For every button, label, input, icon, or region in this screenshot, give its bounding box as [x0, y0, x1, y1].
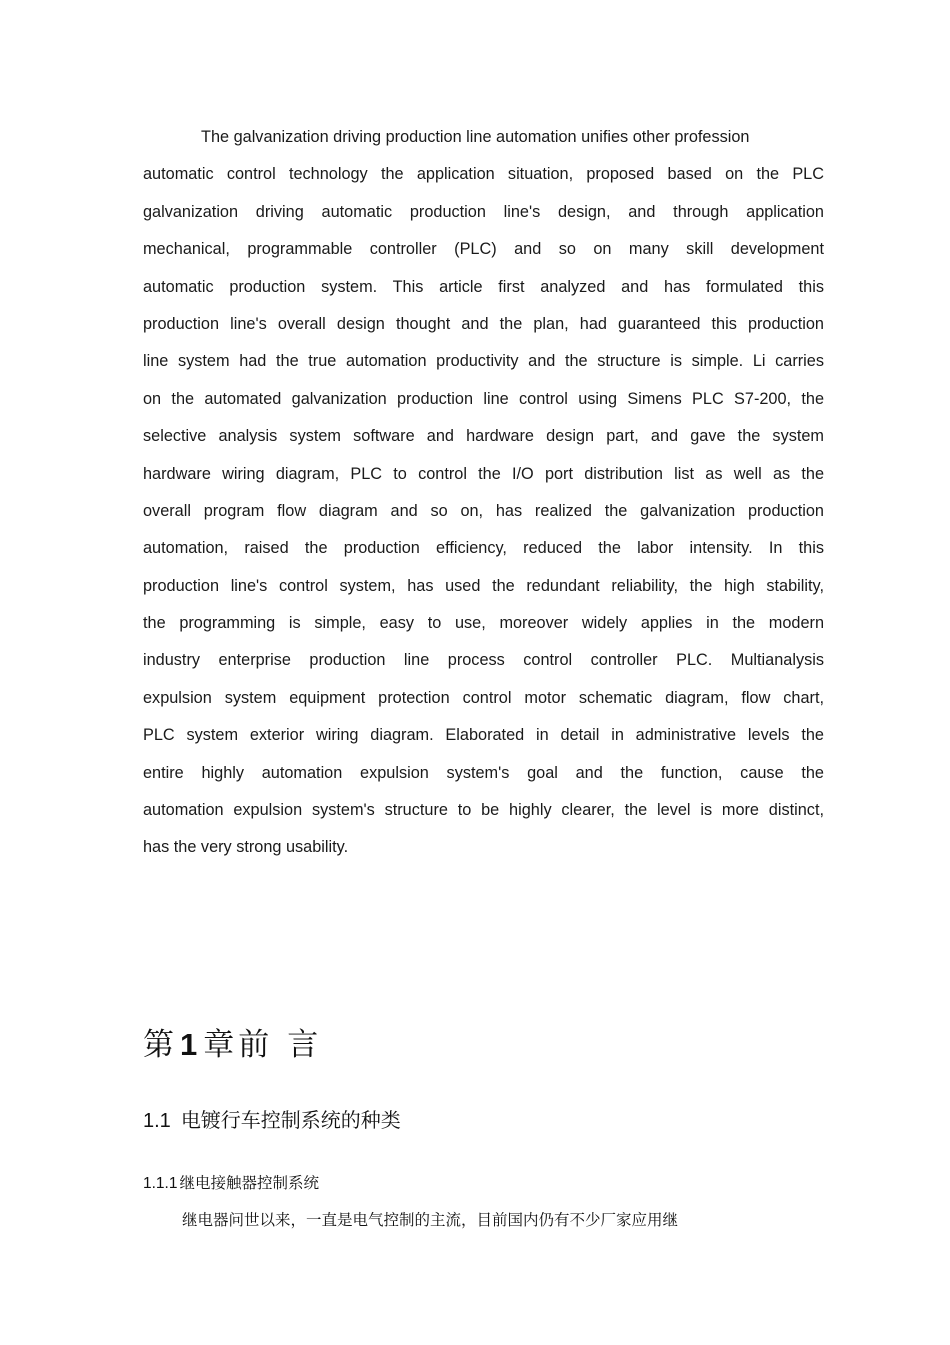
- abstract-line: automation expulsion system's structure to be highly clearer, the level is more distinct,: [143, 801, 824, 820]
- abstract-line: galvanization driving automatic production line's design, and through application: [143, 202, 824, 221]
- abstract-line: automatic production system. This article first analyzed and has formulated this: [143, 277, 824, 296]
- chapter-suffix: 章: [203, 1027, 235, 1063]
- abstract-line: automation, raised the production efficiency, reduced the labor intensity. In this: [143, 539, 824, 558]
- abstract-line: selective analysis system software and hardware design part, and gave the system: [143, 427, 824, 446]
- chapter-number: 1: [180, 1027, 198, 1062]
- body-paragraph: 继电器问世以来，一直是电气控制的主流，目前国内仍有不少厂家应用继: [182, 1211, 679, 1229]
- abstract-line: The galvanization driving production line automation unifies other profession: [201, 128, 750, 146]
- abstract-line: automatic control technology the application situation, proposed based on the PLC: [143, 165, 824, 184]
- chapter-title: 前言: [238, 1027, 337, 1063]
- abstract-line: entire highly automation expulsion system's goal and the function, cause the: [143, 763, 824, 782]
- abstract-line: hardware wiring diagram, PLC to control the I/O port distribution list as well as the: [143, 464, 824, 483]
- abstract-line: has the very strong usability.: [143, 838, 349, 857]
- abstract-line: mechanical, programmable controller (PLC) and so on many skill development: [143, 240, 824, 259]
- abstract-line: production line's control system, has used the redundant reliability, the high stability,: [143, 576, 824, 595]
- subsection-title: 继电接触器控制系统: [179, 1174, 319, 1192]
- section-heading: [143, 1105, 401, 1136]
- subsection-heading: [143, 1171, 319, 1196]
- section-title: 电镀行车控制系统的种类: [180, 1108, 401, 1132]
- abstract-paragraph: [143, 124, 824, 872]
- abstract-line: expulsion system equipment protection control motor schematic diagram, flow chart,: [143, 688, 824, 707]
- abstract-line: on the automated galvanization production line control using Simens PLC S7-200, the: [143, 389, 824, 408]
- abstract-line: industry enterprise production line process control controller PLC. Multianalysis: [143, 651, 824, 670]
- subsection-number: 1.1.1: [143, 1175, 178, 1192]
- chapter-prefix: 第: [143, 1027, 174, 1063]
- abstract-line: the programming is simple, easy to use, moreover widely applies in the modern: [143, 614, 824, 633]
- abstract-line: line system had the true automation productivity and the structure is simple. Li carries: [143, 352, 824, 371]
- abstract-line: overall program flow diagram and so on, has realized the galvanization production: [143, 501, 824, 520]
- section-number: 1.1: [143, 1110, 171, 1132]
- abstract-line: production line's overall design thought and the plan, had guaranteed this production: [143, 314, 824, 333]
- abstract-line: PLC system exterior wiring diagram. Elaborated in detail in administrative levels the: [143, 726, 824, 745]
- chapter-heading: [143, 1020, 336, 1070]
